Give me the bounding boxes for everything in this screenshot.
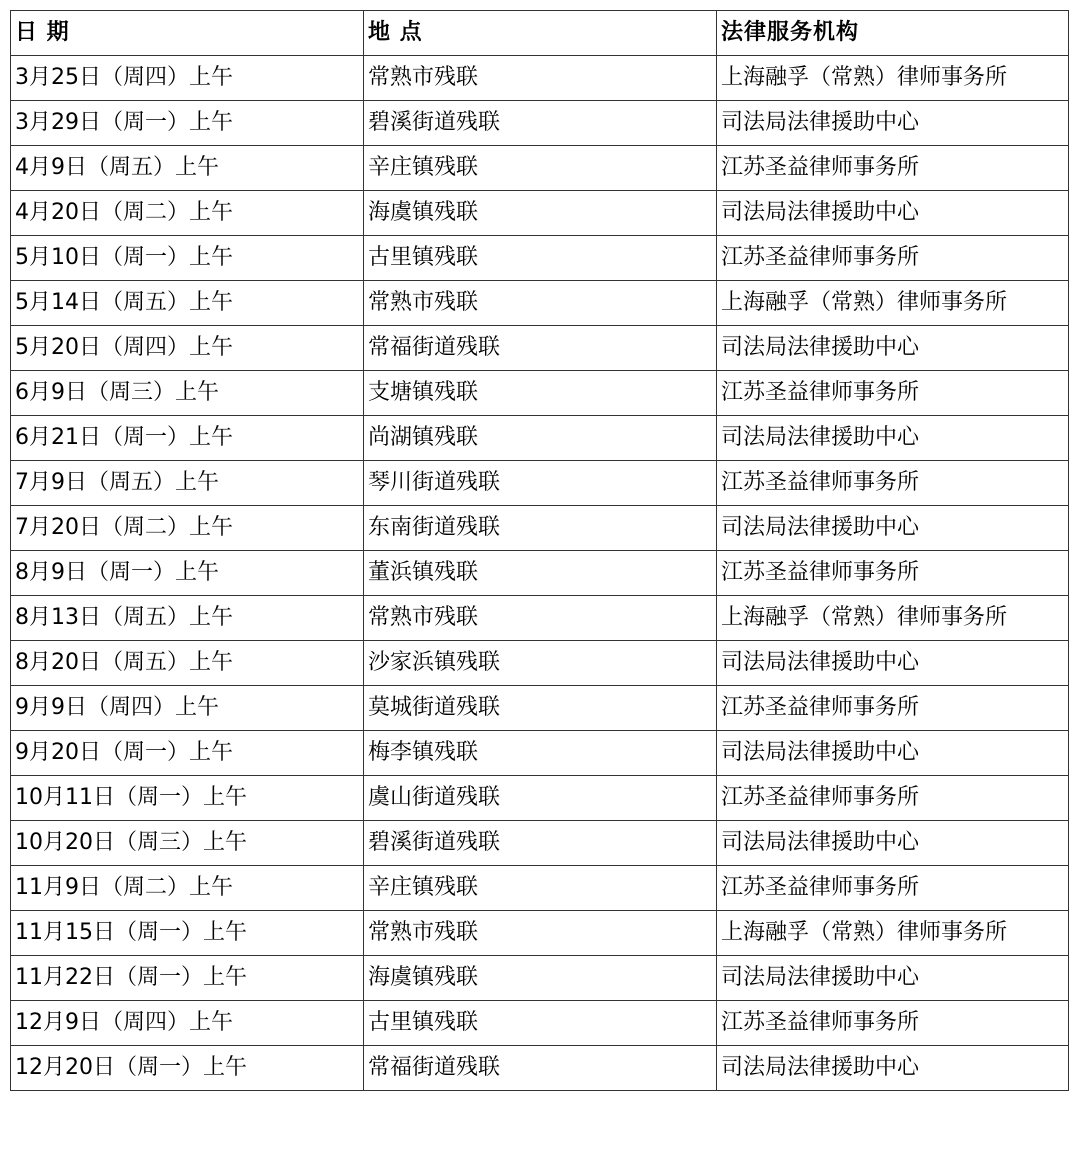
table-row: [11, 911, 1069, 956]
agency-cell: 上海融孚（常熟）律师事务所: [717, 911, 1069, 956]
agency-cell: 江苏圣益律师事务所: [717, 371, 1069, 416]
date-cell: 10月20日（周三）上午: [11, 821, 364, 866]
table-row: [11, 1001, 1069, 1046]
date-cell: 11月9日（周二）上午: [11, 866, 364, 911]
date-cell: 4月20日（周二）上午: [11, 191, 364, 236]
agency-cell: 江苏圣益律师事务所: [717, 776, 1069, 821]
location-cell: 梅李镇残联: [364, 731, 717, 776]
location-cell: 支塘镇残联: [364, 371, 717, 416]
date-cell: 5月14日（周五）上午: [11, 281, 364, 326]
table-row: [11, 686, 1069, 731]
agency-cell: 江苏圣益律师事务所: [717, 551, 1069, 596]
date-cell: 8月13日（周五）上午: [11, 596, 364, 641]
date-cell: 7月20日（周二）上午: [11, 506, 364, 551]
table-row: [11, 461, 1069, 506]
location-cell: 常熟市残联: [364, 596, 717, 641]
table-row: [11, 281, 1069, 326]
table-row: [11, 146, 1069, 191]
table-row: [11, 821, 1069, 866]
table-row: [11, 596, 1069, 641]
date-cell: 7月9日（周五）上午: [11, 461, 364, 506]
date-cell: 12月20日（周一）上午: [11, 1046, 364, 1091]
schedule-sheet: [10, 10, 1068, 1091]
table-row: [11, 191, 1069, 236]
header-date: 日 期: [11, 11, 364, 56]
date-cell: 9月9日（周四）上午: [11, 686, 364, 731]
agency-cell: 江苏圣益律师事务所: [717, 1001, 1069, 1046]
agency-cell: 上海融孚（常熟）律师事务所: [717, 281, 1069, 326]
table-row: [11, 641, 1069, 686]
header-location: 地 点: [364, 11, 717, 56]
location-cell: 虞山街道残联: [364, 776, 717, 821]
date-cell: 8月20日（周五）上午: [11, 641, 364, 686]
date-cell: 10月11日（周一）上午: [11, 776, 364, 821]
location-cell: 尚湖镇残联: [364, 416, 717, 461]
date-cell: 3月29日（周一）上午: [11, 101, 364, 146]
location-cell: 碧溪街道残联: [364, 101, 717, 146]
table-row: [11, 416, 1069, 461]
agency-cell: 司法局法律援助中心: [717, 101, 1069, 146]
date-cell: 11月15日（周一）上午: [11, 911, 364, 956]
location-cell: 东南街道残联: [364, 506, 717, 551]
location-cell: 沙家浜镇残联: [364, 641, 717, 686]
agency-cell: 江苏圣益律师事务所: [717, 146, 1069, 191]
table-row: [11, 956, 1069, 1001]
location-cell: 常熟市残联: [364, 56, 717, 101]
table-row: [11, 1046, 1069, 1091]
location-cell: 古里镇残联: [364, 236, 717, 281]
date-cell: 3月25日（周四）上午: [11, 56, 364, 101]
location-cell: 常熟市残联: [364, 281, 717, 326]
date-cell: 9月20日（周一）上午: [11, 731, 364, 776]
table-row: [11, 731, 1069, 776]
date-cell: 8月9日（周一）上午: [11, 551, 364, 596]
date-cell: 5月10日（周一）上午: [11, 236, 364, 281]
agency-cell: 司法局法律援助中心: [717, 326, 1069, 371]
table-row: [11, 776, 1069, 821]
header-row: [11, 11, 1069, 56]
date-cell: 11月22日（周一）上午: [11, 956, 364, 1001]
date-cell: 12月9日（周四）上午: [11, 1001, 364, 1046]
location-cell: 辛庄镇残联: [364, 866, 717, 911]
location-cell: 碧溪街道残联: [364, 821, 717, 866]
date-cell: 6月9日（周三）上午: [11, 371, 364, 416]
legal-service-schedule-table: [10, 10, 1069, 1091]
location-cell: 辛庄镇残联: [364, 146, 717, 191]
table-row: [11, 506, 1069, 551]
location-cell: 董浜镇残联: [364, 551, 717, 596]
agency-cell: 司法局法律援助中心: [717, 641, 1069, 686]
agency-cell: 司法局法律援助中心: [717, 956, 1069, 1001]
agency-cell: 司法局法律援助中心: [717, 506, 1069, 551]
date-cell: 6月21日（周一）上午: [11, 416, 364, 461]
agency-cell: 司法局法律援助中心: [717, 821, 1069, 866]
table-row: [11, 326, 1069, 371]
location-cell: 琴川街道残联: [364, 461, 717, 506]
agency-cell: 江苏圣益律师事务所: [717, 686, 1069, 731]
table-row: [11, 866, 1069, 911]
location-cell: 海虞镇残联: [364, 956, 717, 1001]
location-cell: 常福街道残联: [364, 1046, 717, 1091]
location-cell: 常熟市残联: [364, 911, 717, 956]
agency-cell: 司法局法律援助中心: [717, 191, 1069, 236]
agency-cell: 司法局法律援助中心: [717, 1046, 1069, 1091]
date-cell: 4月9日（周五）上午: [11, 146, 364, 191]
table-row: [11, 56, 1069, 101]
table-row: [11, 101, 1069, 146]
agency-cell: 江苏圣益律师事务所: [717, 461, 1069, 506]
agency-cell: 司法局法律援助中心: [717, 416, 1069, 461]
agency-cell: 江苏圣益律师事务所: [717, 866, 1069, 911]
location-cell: 古里镇残联: [364, 1001, 717, 1046]
agency-cell: 江苏圣益律师事务所: [717, 236, 1069, 281]
table-row: [11, 236, 1069, 281]
table-row: [11, 371, 1069, 416]
agency-cell: 上海融孚（常熟）律师事务所: [717, 56, 1069, 101]
location-cell: 海虞镇残联: [364, 191, 717, 236]
table-row: [11, 551, 1069, 596]
agency-cell: 司法局法律援助中心: [717, 731, 1069, 776]
location-cell: 常福街道残联: [364, 326, 717, 371]
schedule-rows: [11, 56, 1069, 1091]
location-cell: 莫城街道残联: [364, 686, 717, 731]
date-cell: 5月20日（周四）上午: [11, 326, 364, 371]
agency-cell: 上海融孚（常熟）律师事务所: [717, 596, 1069, 641]
header-agency: 法律服务机构: [717, 11, 1069, 56]
